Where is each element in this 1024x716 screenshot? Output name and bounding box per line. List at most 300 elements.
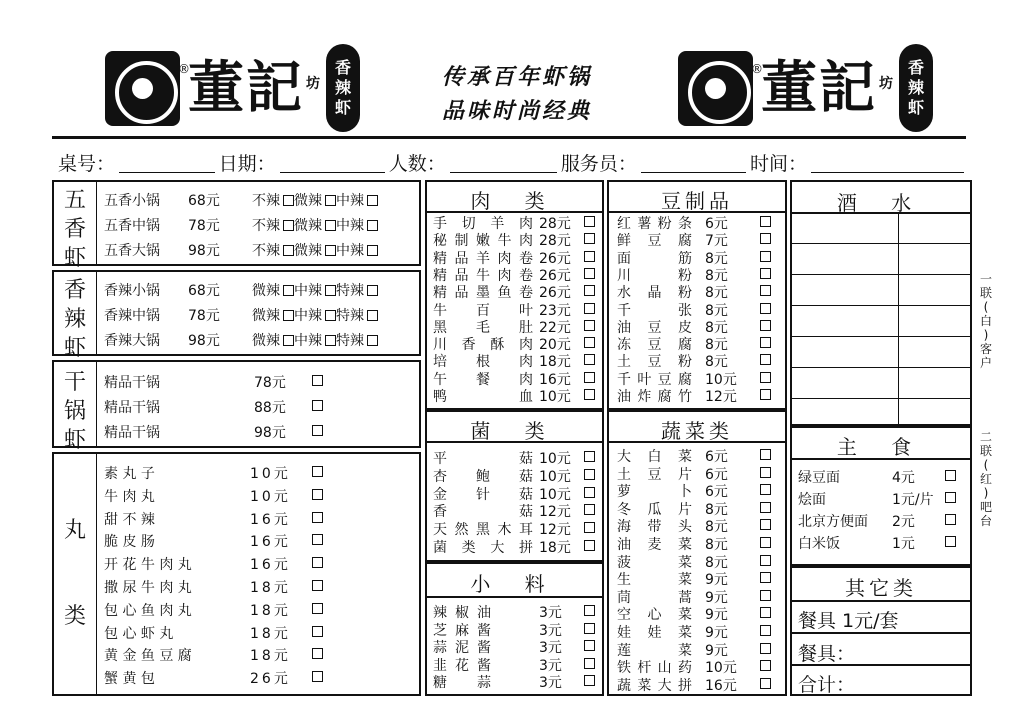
- menu-item-name: 生菜: [617, 572, 693, 589]
- drinks-entry-cell[interactable]: [900, 214, 968, 242]
- menu-item-price: 10元: [539, 486, 571, 503]
- checkbox[interactable]: [760, 216, 771, 227]
- menu-item-name: 千张: [617, 302, 693, 319]
- checkbox[interactable]: [760, 519, 771, 530]
- checkbox[interactable]: [584, 623, 595, 634]
- menu-item-price: 10元: [539, 468, 571, 485]
- menu-item-name: 精品墨鱼卷: [433, 285, 533, 302]
- menu-item-price: 78元: [188, 308, 220, 324]
- menu-item-name: 五香小锅: [104, 193, 160, 209]
- checkbox[interactable]: [760, 337, 771, 348]
- spice-option-label: 微辣: [294, 193, 322, 209]
- menu-item-price: 8元: [705, 337, 728, 354]
- checkbox[interactable]: [584, 285, 595, 296]
- spice-options: [252, 330, 378, 350]
- checkbox[interactable]: [312, 603, 323, 614]
- checkbox[interactable]: [283, 335, 294, 346]
- drinks-grid-row-line: [792, 305, 970, 306]
- menu-item-name: 五香大锅: [104, 243, 160, 259]
- checkbox[interactable]: [367, 195, 378, 206]
- xiaoliao-section: [425, 562, 604, 696]
- wuxiang-section: [52, 180, 421, 271]
- slogan-line-1: 传承百年虾锅: [441, 64, 592, 90]
- gangguo-title: [60, 368, 90, 455]
- checkbox[interactable]: [584, 251, 595, 262]
- checkbox[interactable]: [584, 504, 595, 515]
- menu-item-name: 铁杆山药: [617, 660, 693, 677]
- menu-item-price: 10元: [250, 488, 291, 505]
- menu-item-name: 鸭血: [433, 389, 533, 405]
- xiaoliao-title: 小 料: [470, 572, 559, 596]
- total-label[interactable]: 合计：: [798, 674, 856, 696]
- time-label: 时间：: [750, 153, 808, 175]
- checkbox[interactable]: [584, 337, 595, 348]
- checkbox[interactable]: [584, 469, 595, 480]
- title-char: 虾: [63, 428, 86, 453]
- menu-item-name: 香菇: [433, 504, 533, 521]
- checkbox[interactable]: [312, 557, 323, 568]
- menu-item-price: 8元: [705, 554, 728, 571]
- menu-item-name: 川香酥肉: [433, 337, 533, 354]
- shucai-title: 蔬菜类: [661, 419, 733, 443]
- menu-item-price: 8元: [705, 354, 728, 371]
- menu-item-name: 糖蒜: [433, 675, 493, 691]
- title-char: 五: [63, 188, 86, 213]
- checkbox[interactable]: [312, 580, 323, 591]
- menu-item-price: 9元: [705, 607, 728, 624]
- checkbox[interactable]: [945, 492, 956, 503]
- side-note-char: 吧: [979, 500, 992, 514]
- menu-item-name: 韭花酱: [433, 657, 493, 674]
- checkbox[interactable]: [760, 484, 771, 495]
- menu-item-price: 8元: [705, 519, 728, 536]
- menu-item-price: 18元: [539, 540, 571, 556]
- vertical-tag-char: 辣: [334, 78, 351, 97]
- checkbox[interactable]: [584, 451, 595, 462]
- menu-item-name: 海带头: [617, 519, 693, 536]
- tableware-label[interactable]: 餐具：: [798, 643, 856, 665]
- menu-item-name: 冻豆腐: [617, 337, 693, 354]
- checkbox[interactable]: [312, 466, 323, 477]
- checkbox[interactable]: [312, 534, 323, 545]
- checkbox[interactable]: [325, 195, 336, 206]
- checkbox[interactable]: [312, 489, 323, 500]
- menu-item-price: 4元: [892, 470, 915, 486]
- spice-option-label: 中辣: [294, 333, 322, 349]
- jun-section: [425, 410, 604, 562]
- checkbox[interactable]: [312, 648, 323, 659]
- rou-section: [425, 180, 604, 410]
- checkbox[interactable]: [325, 310, 336, 321]
- table-number-label: 桌号：: [58, 153, 116, 175]
- checkbox[interactable]: [584, 487, 595, 498]
- menu-item-name: 杏鲍菇: [433, 468, 533, 485]
- drinks-entry-cell[interactable]: [792, 338, 896, 366]
- wan-section: [52, 452, 421, 696]
- checkbox[interactable]: [945, 470, 956, 481]
- checkbox[interactable]: [367, 220, 378, 231]
- menu-item-name: 大白菜: [617, 449, 693, 465]
- menu-item-name: 芝麻酱: [433, 622, 493, 639]
- menu-item-price: 9元: [705, 625, 728, 641]
- menu-item-name: 五香中锅: [104, 218, 160, 234]
- checkbox[interactable]: [584, 372, 595, 383]
- spice-option-label: 微辣: [252, 283, 280, 299]
- checkbox[interactable]: [760, 285, 771, 296]
- checkbox[interactable]: [584, 658, 595, 669]
- menu-item-price: 9元: [705, 589, 728, 606]
- menu-item-price: 28元: [539, 233, 571, 250]
- checkbox[interactable]: [283, 220, 294, 231]
- checkbox[interactable]: [584, 233, 595, 244]
- spice-option-label: 微辣: [252, 333, 280, 349]
- vertical-tag-char: 香: [907, 58, 924, 77]
- checkbox[interactable]: [760, 590, 771, 601]
- checkbox[interactable]: [584, 522, 595, 533]
- checkbox[interactable]: [584, 540, 595, 551]
- checkbox[interactable]: [325, 285, 336, 296]
- menu-item-price: 6元: [705, 216, 728, 232]
- menu-item-name: 牛百叶: [433, 302, 533, 319]
- title-char: 锅: [63, 399, 86, 424]
- menu-item-name: 金针菇: [433, 486, 533, 503]
- brand-fang-left: 坊: [306, 76, 320, 92]
- vertical-tag-text-right: [908, 58, 924, 118]
- menu-item-name: 千叶豆腐: [617, 371, 693, 388]
- menu-item-price: 12元: [705, 389, 737, 405]
- drinks-grid-row-line: [792, 274, 970, 275]
- drinks-entry-cell[interactable]: [792, 276, 896, 304]
- date-label: 日期：: [218, 153, 276, 175]
- zhushi-section: [790, 426, 972, 566]
- column-divider: [96, 182, 97, 264]
- menu-item-name: 烩面: [798, 492, 826, 508]
- row-divider: [792, 600, 970, 602]
- drinks-entry-cell[interactable]: [792, 369, 896, 397]
- menu-item-name: 萝卜: [617, 484, 693, 501]
- checkbox[interactable]: [760, 449, 771, 460]
- jiushui-title: 酒 水: [836, 191, 926, 215]
- drinks-entry-cell[interactable]: [900, 369, 968, 397]
- side-note-char: ): [983, 328, 989, 342]
- checkbox[interactable]: [760, 303, 771, 314]
- checkbox[interactable]: [283, 310, 294, 321]
- menu-item-name: 香辣中锅: [104, 308, 160, 324]
- menu-item-price: 8元: [705, 319, 728, 336]
- menu-item-price: 8元: [705, 537, 728, 553]
- title-divider: [609, 441, 785, 443]
- menu-item-price: 78元: [254, 375, 286, 391]
- brand-name-left: 董記: [188, 55, 304, 121]
- menu-item-name: 手切羊肉: [433, 216, 533, 232]
- menu-item-price: 10元: [705, 660, 737, 677]
- menu-item-name: 秘制嫩牛肉: [433, 233, 533, 250]
- drinks-entry-cell[interactable]: [900, 276, 968, 304]
- menu-item-name: 精品羊肉卷: [433, 250, 533, 267]
- menu-item-name: 黑毛肚: [433, 319, 533, 336]
- checkbox[interactable]: [367, 335, 378, 346]
- menu-item-price: 23元: [539, 302, 571, 319]
- menu-item-name: 水晶粉: [617, 285, 693, 302]
- dragon-emblem-icon: [678, 51, 753, 126]
- menu-item-name: 辣椒油: [433, 605, 493, 621]
- checkbox[interactable]: [325, 245, 336, 256]
- column-divider: [96, 272, 97, 354]
- menu-item-name: 蟹 黄 包: [104, 671, 155, 688]
- menu-item-price: 6元: [705, 466, 728, 483]
- drinks-entry-cell[interactable]: [900, 338, 968, 366]
- order-info-line: [58, 146, 968, 176]
- checkbox[interactable]: [760, 502, 771, 513]
- checkbox[interactable]: [312, 626, 323, 637]
- checkbox[interactable]: [760, 555, 771, 566]
- menu-item-name: 莲菜: [617, 642, 693, 659]
- menu-item-name: 午餐肉: [433, 371, 533, 388]
- checkbox[interactable]: [584, 640, 595, 651]
- checkbox[interactable]: [760, 678, 771, 689]
- gangguo-section: [52, 360, 421, 453]
- side-note-char: 联: [979, 286, 992, 300]
- menu-item-price: 18元: [250, 625, 291, 642]
- checkbox[interactable]: [760, 268, 771, 279]
- drinks-entry-cell[interactable]: [900, 245, 968, 273]
- column-divider: [96, 362, 97, 446]
- checkbox[interactable]: [312, 671, 323, 682]
- jun-title: 菌 类: [470, 419, 559, 443]
- waiter-label: 服务员：: [560, 153, 637, 175]
- checkbox[interactable]: [760, 320, 771, 331]
- menu-item-price: 26元: [250, 671, 291, 688]
- title-divider: [427, 596, 602, 598]
- menu-item-price: 16元: [705, 677, 737, 694]
- spice-option-label: 不辣: [252, 218, 280, 234]
- tableware-price: 餐具 1元/套: [798, 610, 899, 632]
- dragon-emblem-icon: [105, 51, 180, 126]
- checkbox[interactable]: [283, 195, 294, 206]
- checkbox[interactable]: [367, 310, 378, 321]
- menu-item-name: 红薯粉条: [617, 216, 693, 232]
- drinks-entry-cell[interactable]: [792, 245, 896, 273]
- menu-item-name: 天然黑木耳: [433, 522, 533, 539]
- checkbox[interactable]: [760, 233, 771, 244]
- menu-item-price: 16元: [250, 557, 291, 574]
- checkbox[interactable]: [584, 303, 595, 314]
- drinks-grid-row-line: [792, 243, 970, 244]
- menu-item-price: 3元: [539, 675, 562, 691]
- menu-item-name: 包 心 虾 丸: [104, 625, 174, 642]
- menu-item-price: 3元: [539, 622, 562, 639]
- menu-item-name: 茼蒿: [617, 589, 693, 606]
- shucai-section: [607, 410, 787, 696]
- spice-option-label: 微辣: [294, 243, 322, 259]
- menu-item-name: 鲜豆腐: [617, 233, 693, 250]
- menu-item-price: 10元: [705, 371, 737, 388]
- menu-item-name: 精品干锅: [104, 425, 160, 441]
- brand-fang-right: 坊: [879, 76, 893, 92]
- menu-item-name: 面筋: [617, 250, 693, 267]
- menu-item-name: 素 丸 子: [104, 466, 155, 482]
- menu-item-price: 18元: [539, 354, 571, 371]
- checkbox[interactable]: [584, 268, 595, 279]
- menu-item-price: 8元: [705, 302, 728, 319]
- menu-item-name: 开 花 牛 肉 丸: [104, 557, 192, 574]
- row-divider: [792, 632, 970, 634]
- registered-mark: ®: [178, 62, 190, 76]
- menu-item-name: 油豆皮: [617, 319, 693, 336]
- menu-item-name: 菠菜: [617, 554, 693, 571]
- menu-item-price: 6元: [705, 449, 728, 465]
- qita-section: [790, 566, 972, 696]
- side-note-char: (: [983, 458, 989, 472]
- column-divider: [96, 454, 97, 694]
- drinks-grid-row-line: [792, 367, 970, 368]
- spice-options: [252, 215, 378, 235]
- checkbox[interactable]: [760, 625, 771, 636]
- menu-item-name: 甜 不 辣: [104, 511, 155, 528]
- checkbox[interactable]: [584, 605, 595, 616]
- checkbox[interactable]: [760, 607, 771, 618]
- menu-item-name: 冬瓜片: [617, 501, 693, 518]
- xiangla-section: [52, 270, 421, 361]
- menu-item-price: 2元: [892, 514, 915, 530]
- menu-item-name: 精品牛肉卷: [433, 267, 533, 284]
- wan-title-1: 丸: [63, 518, 86, 543]
- checkbox[interactable]: [312, 400, 323, 411]
- header-divider: [52, 136, 966, 139]
- title-char: 干: [63, 370, 86, 395]
- checkbox[interactable]: [367, 245, 378, 256]
- drinks-grid-row-line: [792, 398, 970, 399]
- menu-item-price: 16元: [250, 534, 291, 551]
- menu-item-price: 10元: [539, 389, 571, 405]
- checkbox[interactable]: [760, 389, 771, 400]
- vertical-tag-text-left: [335, 58, 351, 118]
- checkbox[interactable]: [760, 251, 771, 262]
- title-char: 香: [63, 217, 86, 242]
- spice-option-label: 特辣: [336, 308, 364, 324]
- logo-right: [678, 44, 933, 132]
- checkbox[interactable]: [283, 285, 294, 296]
- waiter-field[interactable]: [641, 153, 746, 173]
- menu-item-price: 1元/片: [892, 492, 934, 508]
- date-field[interactable]: [280, 153, 385, 173]
- checkbox[interactable]: [760, 354, 771, 365]
- row-divider: [792, 664, 970, 666]
- checkbox[interactable]: [760, 572, 771, 583]
- menu-item-price: 16元: [539, 371, 571, 388]
- table-number-field[interactable]: [119, 153, 215, 173]
- wan-title-2: 类: [63, 604, 86, 629]
- menu-item-price: 3元: [539, 640, 562, 656]
- side-note-char: 客: [979, 342, 992, 356]
- spice-option-label: 特辣: [336, 283, 364, 299]
- menu-item-name: 牛 肉 丸: [104, 488, 155, 505]
- time-field[interactable]: [811, 153, 964, 173]
- menu-item-price: 68元: [188, 283, 220, 299]
- menu-item-name: 精品干锅: [104, 400, 160, 416]
- checkbox[interactable]: [325, 220, 336, 231]
- vertical-tag-char: 虾: [334, 98, 351, 117]
- checkbox[interactable]: [367, 285, 378, 296]
- checkbox[interactable]: [760, 467, 771, 478]
- checkbox[interactable]: [584, 216, 595, 227]
- drinks-entry-cell[interactable]: [792, 214, 896, 242]
- menu-item-name: 白米饭: [798, 536, 840, 552]
- checkbox[interactable]: [760, 643, 771, 654]
- menu-item-name: 培根肉: [433, 354, 533, 371]
- menu-item-price: 3元: [539, 605, 562, 621]
- menu-item-name: 油麦菜: [617, 537, 693, 553]
- vertical-tag-char: 虾: [907, 98, 924, 117]
- slogan: [422, 60, 612, 128]
- menu-item-price: 26元: [539, 267, 571, 284]
- menu-item-name: 撒 尿 牛 肉 丸: [104, 580, 192, 596]
- menu-item-price: 7元: [705, 233, 728, 250]
- drinks-entry-cell[interactable]: [792, 307, 896, 335]
- checkbox[interactable]: [945, 536, 956, 547]
- checkbox[interactable]: [312, 512, 323, 523]
- title-char: 香: [63, 278, 86, 303]
- brand-name-right: 董記: [761, 55, 877, 121]
- copy-note-bar: [978, 430, 994, 528]
- menu-item-name: 土豆片: [617, 466, 693, 483]
- checkbox[interactable]: [312, 425, 323, 436]
- drinks-grid-column-line: [898, 212, 899, 424]
- wuxiang-title: [60, 186, 90, 273]
- spice-option-label: 特辣: [336, 333, 364, 349]
- menu-item-price: 68元: [188, 193, 220, 209]
- menu-item-name: 平菇: [433, 451, 533, 467]
- spice-options: [252, 280, 378, 300]
- guest-count-field[interactable]: [450, 153, 557, 173]
- checkbox[interactable]: [945, 514, 956, 525]
- menu-item-price: 8元: [705, 267, 728, 284]
- side-note-char: ): [983, 486, 989, 500]
- side-note-char: 户: [979, 356, 992, 370]
- menu-item-price: 8元: [705, 250, 728, 267]
- spice-option-label: 不辣: [252, 193, 280, 209]
- title-divider: [792, 458, 970, 460]
- side-note-char: 二: [979, 430, 992, 444]
- menu-item-price: 88元: [254, 400, 286, 416]
- menu-item-name: 黄 金 鱼 豆 腐: [104, 648, 192, 665]
- douzhipin-section: [607, 180, 787, 410]
- checkbox[interactable]: [584, 675, 595, 686]
- checkbox[interactable]: [325, 335, 336, 346]
- checkbox[interactable]: [584, 354, 595, 365]
- logo-left: [105, 44, 360, 132]
- drinks-entry-cell[interactable]: [900, 307, 968, 335]
- menu-item-price: 78元: [188, 218, 220, 234]
- menu-item-price: 18元: [250, 602, 291, 619]
- checkbox[interactable]: [312, 375, 323, 386]
- checkbox[interactable]: [760, 537, 771, 548]
- checkbox[interactable]: [760, 372, 771, 383]
- checkbox[interactable]: [283, 245, 294, 256]
- title-divider: [427, 441, 602, 443]
- spice-options: [252, 305, 378, 325]
- menu-item-price: 8元: [705, 285, 728, 302]
- checkbox[interactable]: [584, 320, 595, 331]
- checkbox[interactable]: [584, 389, 595, 400]
- checkbox[interactable]: [760, 660, 771, 671]
- menu-item-name: 包 心 鱼 肉 丸: [104, 602, 192, 619]
- zhushi-title: 主 食: [836, 435, 926, 459]
- menu-item-price: 22元: [539, 319, 571, 336]
- menu-item-name: 蔬菜大拼: [617, 677, 693, 694]
- menu-item-price: 12元: [539, 504, 571, 521]
- registered-mark: ®: [751, 62, 763, 76]
